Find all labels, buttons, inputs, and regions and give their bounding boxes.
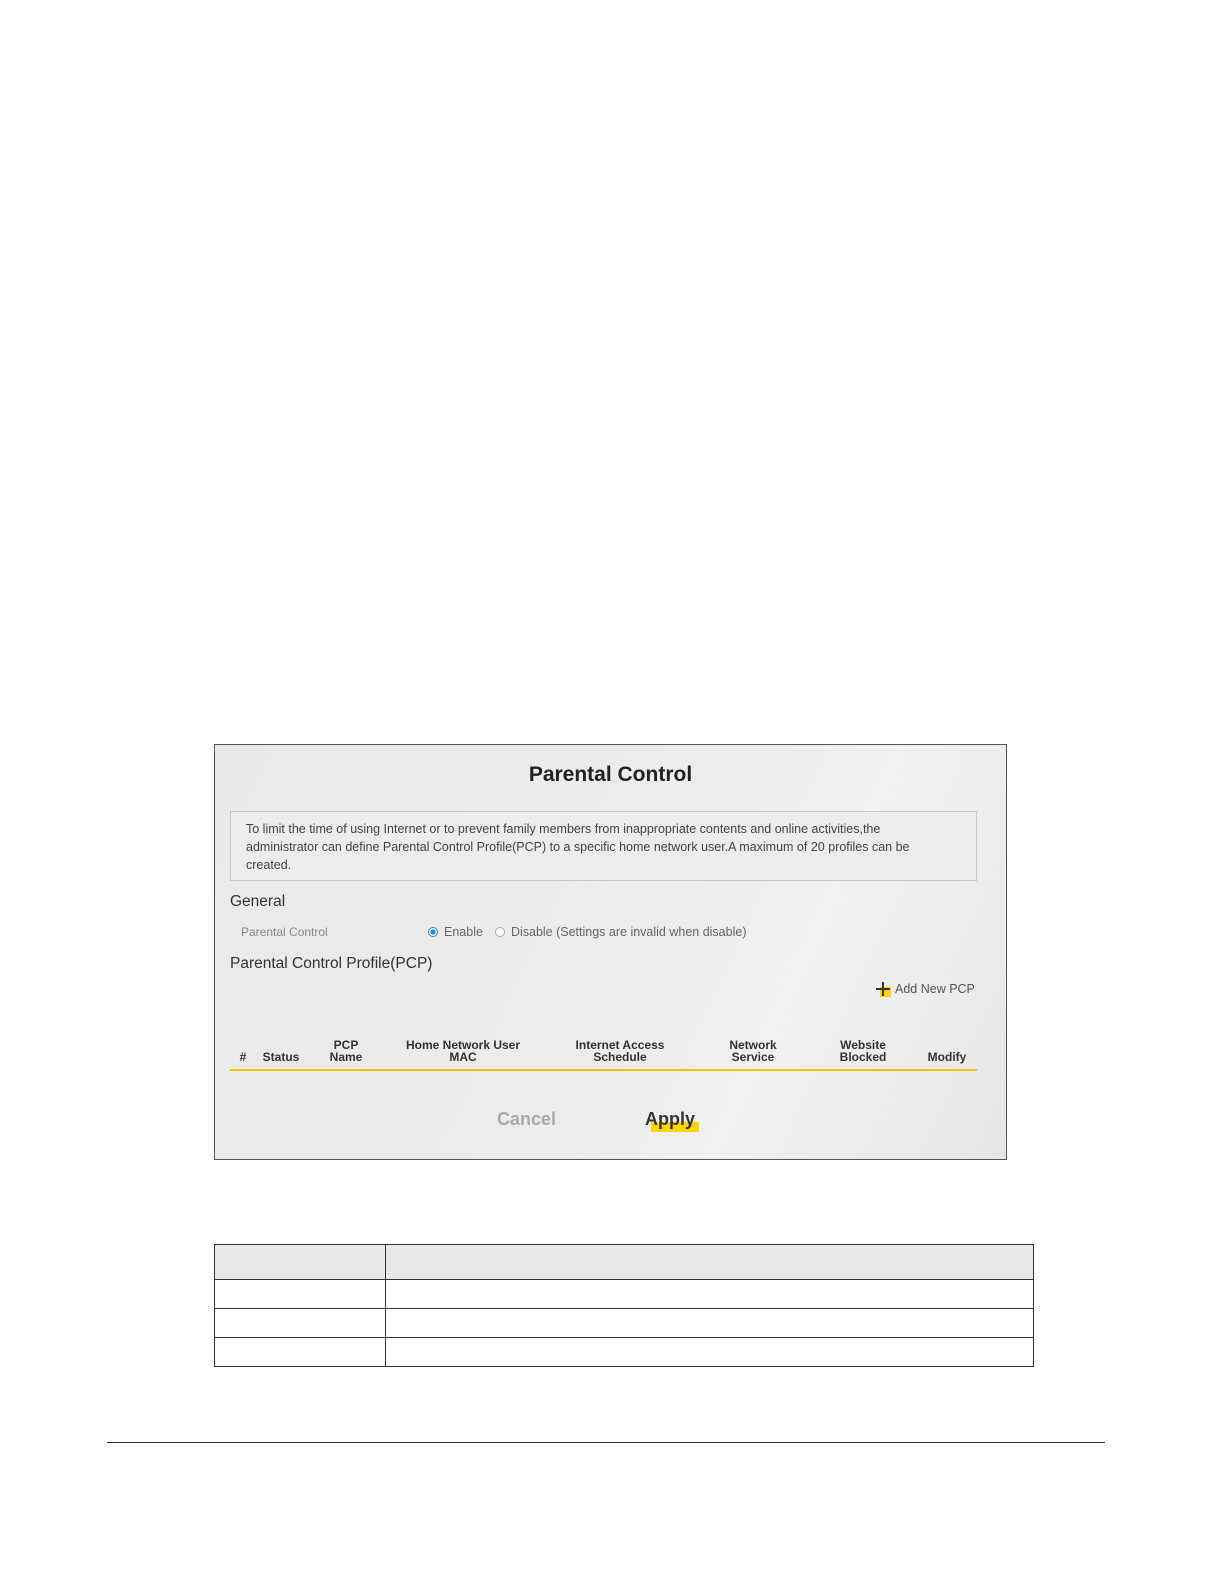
table-header-cell (215, 1245, 386, 1280)
table-cell (386, 1280, 1034, 1309)
parental-control-radio-group (428, 925, 746, 939)
table-row (215, 1309, 1034, 1338)
table-cell (386, 1338, 1034, 1367)
footer-divider (107, 1442, 1105, 1443)
table-cell (215, 1338, 386, 1367)
plus-icon[interactable] (875, 981, 891, 997)
parental-control-label: Parental Control (241, 925, 328, 939)
column-header-website-blocked: Website Blocked (839, 1038, 887, 1064)
table-header-cell (386, 1245, 1034, 1280)
general-heading: General (230, 893, 286, 910)
table-cell (215, 1309, 386, 1338)
pcp-heading: Parental Control Profile(PCP) (230, 955, 433, 972)
apply-button[interactable] (645, 1109, 695, 1130)
column-header-status: Status (262, 1050, 300, 1064)
intro-description: To limit the time of using Internet or to prevent family members from inappropriate contents and online activities,the administrator can define Parental Control Profile(PCP) to a specific home network user.A maximum of 20 profiles can be created. (230, 811, 977, 881)
table-row (215, 1280, 1034, 1309)
enable-radio[interactable] (428, 927, 438, 937)
add-new-pcp-label[interactable]: Add New PCP (895, 982, 975, 996)
apply-button-label[interactable]: Apply (645, 1109, 696, 1129)
table-header-row (215, 1245, 1034, 1280)
cancel-button[interactable]: Cancel (497, 1109, 557, 1129)
add-new-pcp-button[interactable] (875, 981, 975, 997)
column-header-home-network-user-mac: Home Network User MAC (405, 1038, 521, 1064)
column-header-number: # (239, 1050, 247, 1064)
pcp-table-header (230, 1035, 977, 1071)
table-row (215, 1338, 1034, 1367)
disable-radio-label[interactable]: Disable (Settings are invalid when disable) (510, 925, 747, 939)
column-header-pcp-name: PCP Name (329, 1038, 363, 1064)
disable-radio[interactable] (495, 927, 505, 937)
description-table (214, 1244, 1034, 1367)
page-title: Parental Control (528, 763, 693, 786)
table-cell (386, 1309, 1034, 1338)
parental-control-panel (214, 744, 1007, 1160)
column-header-modify: Modify (927, 1050, 967, 1064)
column-header-internet-access-schedule: Internet Access Schedule (575, 1038, 665, 1064)
table-cell (215, 1280, 386, 1309)
enable-radio-label[interactable]: Enable (444, 925, 483, 939)
column-header-network-service: Network Service (729, 1038, 777, 1064)
